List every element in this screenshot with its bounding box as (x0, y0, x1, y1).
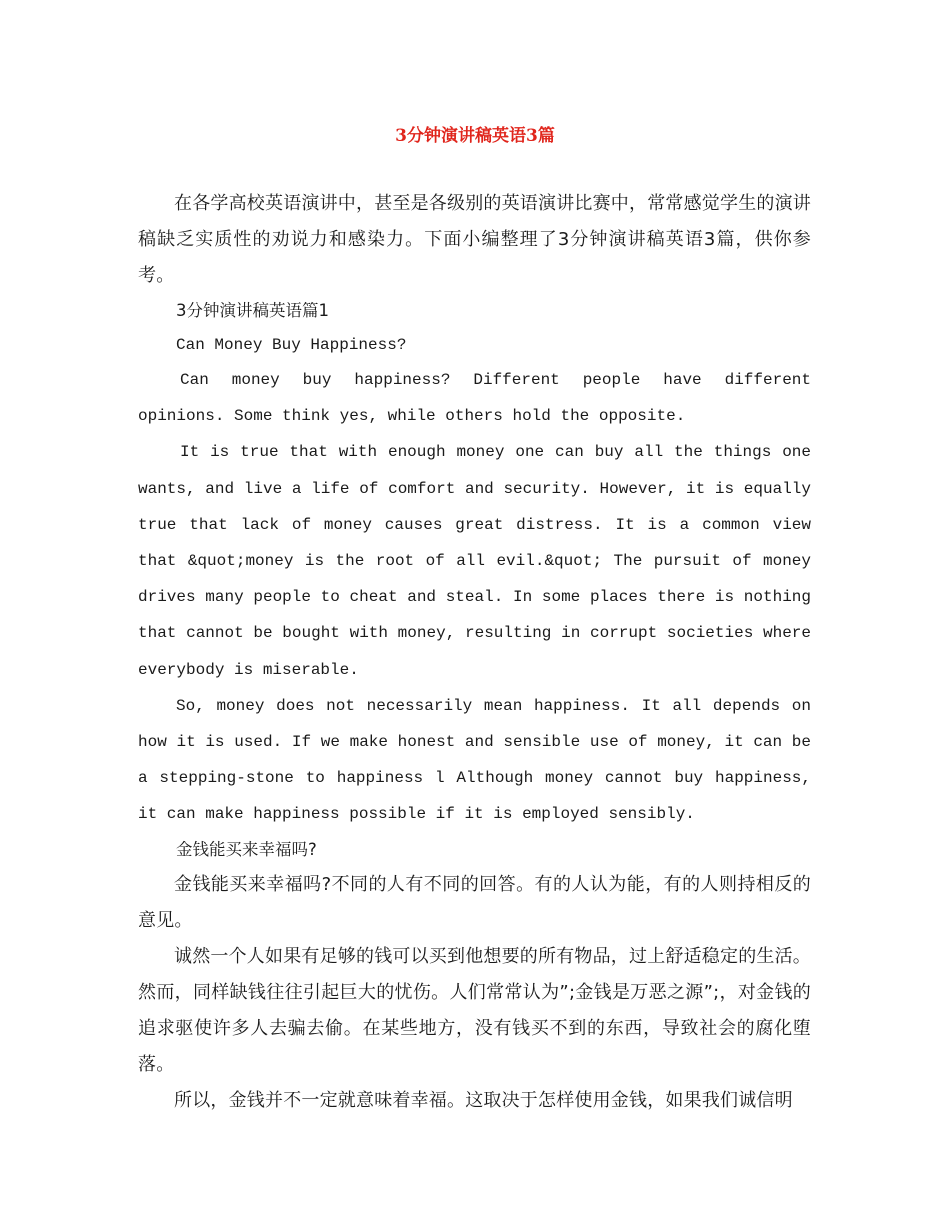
english-speech-title: Can Money Buy Happiness? (176, 336, 407, 354)
chinese-paragraph-3: 所以，金钱并不一定就意味着幸福。这取决于怎样使用金钱，如果我们诚信明 (174, 1089, 793, 1111)
english-paragraph-3: So, money does not necessarily mean happiness. It all depends on how it is used. If we make honest and sensible use of money, it can be a stepping-stone to happiness l Although money cannot buy happiness, it can make happiness possible if it is employed sensibly. (138, 696, 811, 824)
chinese-paragraph-2: 诚然一个人如果有足够的钱可以买到他想要的所有物品，过上舒适稳定的生活。然而，同样缺钱往往引起巨大的忧伤。人们常常认为”;金钱是万恶之源”;，对金钱的追求驱使许多人去骗去偷。在某些地方，没有钱买不到的东西，导致社会的腐化堕落。 (138, 945, 811, 1075)
english-paragraph-2: It is true that with enough money one can buy all the things one wants, and live a life of comfort and security. However, it is equally true that lack of money causes great distress. It is a common view that &quot;money is the root of all evil.&quot; The pursuit of money drives many people to cheat and steal. In some places there is nothing that cannot be bought with money, resulting in corrupt societies where everybody is miserable. (138, 443, 811, 679)
intro-paragraph: 在各学高校英语演讲中，甚至是各级别的英语演讲比赛中，常常感觉学生的演讲稿缺乏实质性的劝说力和感染力。下面小编整理了3分钟演讲稿英语3篇，供你参考。 (138, 193, 811, 286)
document-title: 3分钟演讲稿英语3篇 (395, 126, 555, 146)
english-paragraph-1: Can money buy happiness? Different people have different opinions. Some think yes, while others hold the opposite. (138, 371, 811, 426)
section-heading: 3分钟演讲稿英语篇1 (176, 301, 329, 320)
chinese-speech-title: 金钱能买来幸福吗? (176, 839, 317, 859)
document-body (138, 186, 811, 1119)
chinese-paragraph-1: 金钱能买来幸福吗?不同的人有不同的回答。有的人认为能，有的人则持相反的意见。 (138, 873, 811, 931)
